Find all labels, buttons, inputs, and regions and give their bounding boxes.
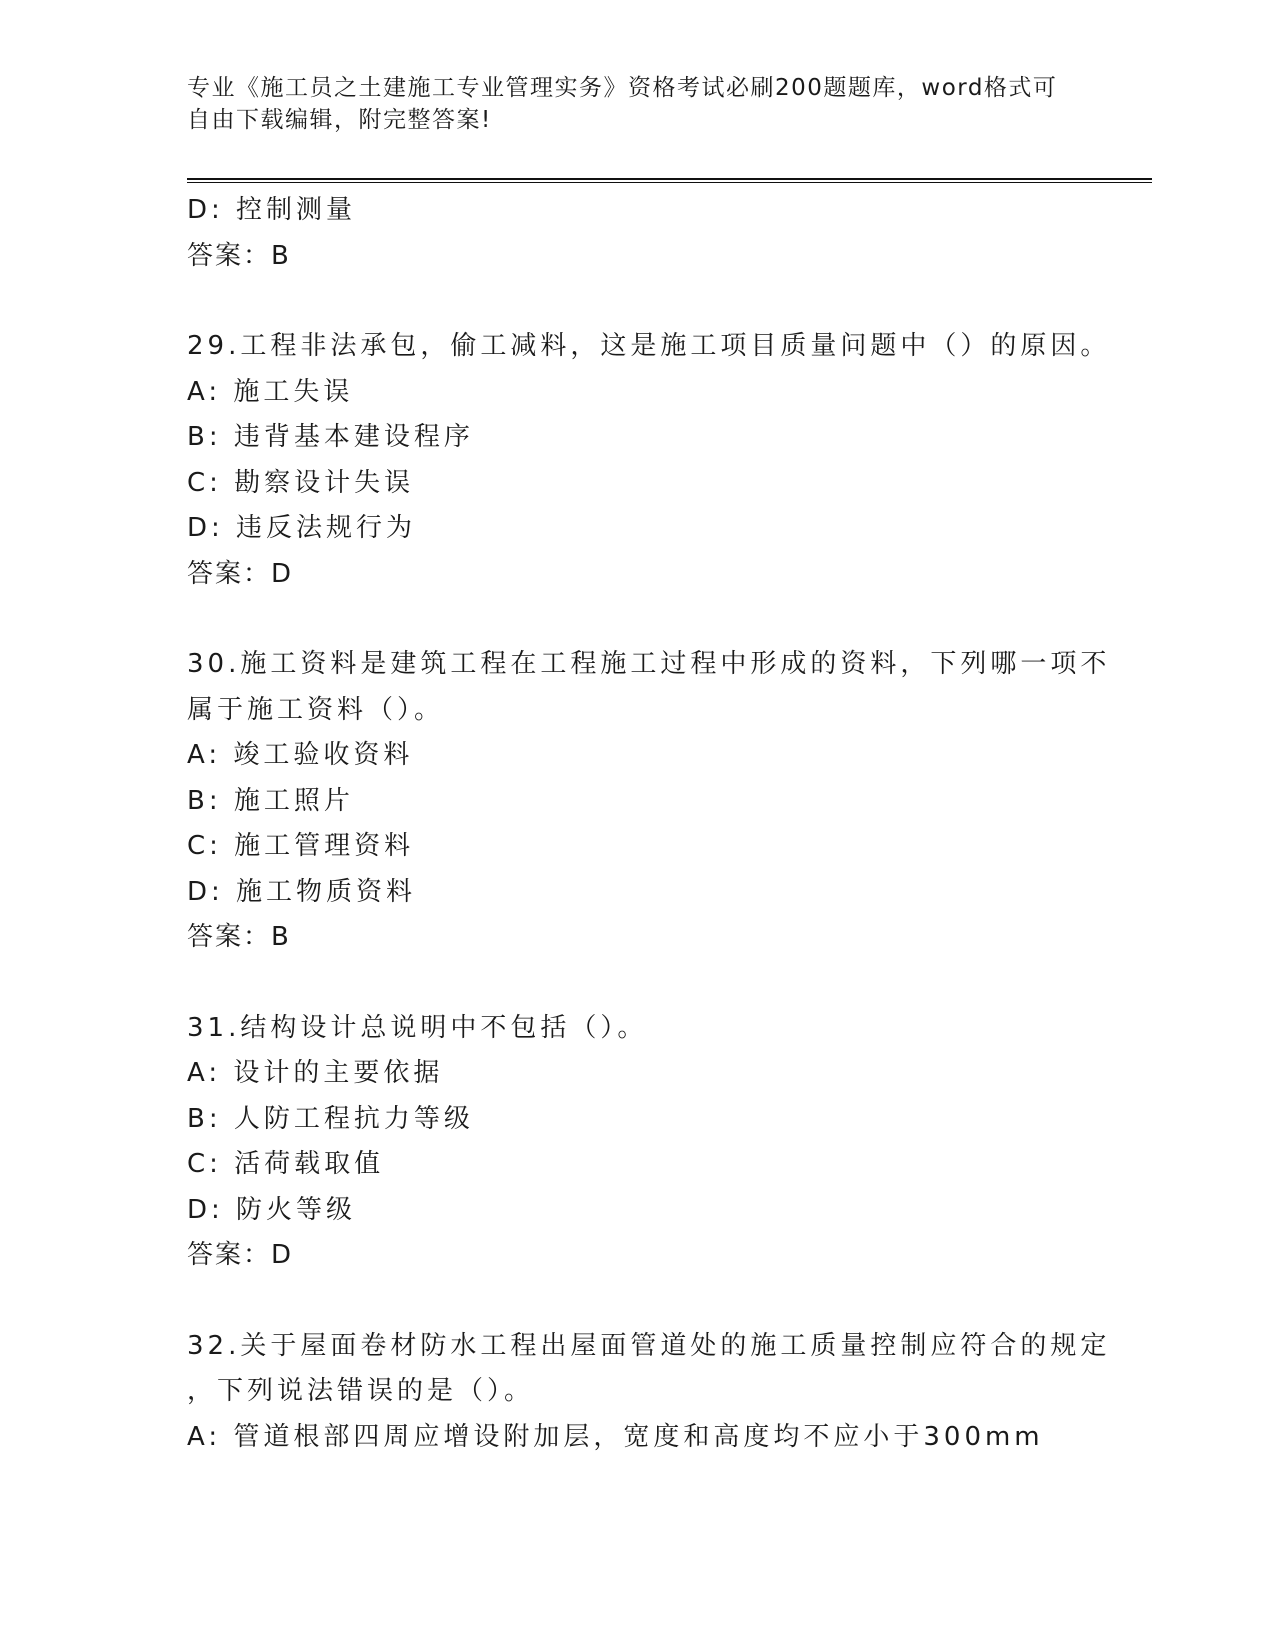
question-stem: 31.结构设计总说明中不包括（）。 [187, 1012, 648, 1043]
question-29 [187, 324, 1111, 597]
question-stem-continued: ，下列说法错误的是（）。 [187, 1376, 535, 1406]
answer-line: 答案：D [187, 1240, 294, 1270]
option-a: A: 施工失误 [187, 376, 354, 407]
header-divider [187, 178, 1152, 180]
question-stem: 29.工程非法承包，偷工减料，这是施工项目质量问题中（）的原因。 [187, 331, 1111, 361]
option-a: A: 管道根部四周应增设附加层，宽度和高度均不应小于300mm [187, 1421, 1044, 1452]
option-d: D: 防火等级 [187, 1194, 357, 1225]
answer-line: 答案：B [187, 922, 291, 952]
question-list [187, 188, 1111, 1460]
option-d: D: 施工物质资料 [187, 876, 417, 907]
spacer [187, 279, 1087, 324]
option-c: C: 施工管理资料 [187, 831, 415, 861]
answer-line: 答案：B [187, 240, 291, 271]
option-a: A: 竣工验收资料 [187, 740, 414, 770]
spacer [187, 961, 1087, 1006]
spacer [187, 597, 1087, 642]
spacer [187, 1279, 1087, 1324]
header-line-2: 自由下载编辑，附完整答案! [187, 107, 492, 133]
question-stem: 32.关于屋面卷材防水工程出屋面管道处的施工质量控制应符合的规定 [187, 1330, 1111, 1361]
question-stem-continued: 属于施工资料（）。 [187, 694, 445, 725]
question-32 [187, 1324, 1111, 1461]
option-c: C: 活荷载取值 [187, 1149, 385, 1179]
answer-line: 答案：D [187, 558, 294, 589]
question-30 [187, 642, 1111, 961]
option-c: C: 勘察设计失误 [187, 467, 415, 498]
option-b: B: 人防工程抗力等级 [187, 1103, 474, 1134]
option-b: B: 施工照片 [187, 785, 354, 816]
option-d: D: 违反法规行为 [187, 513, 417, 543]
document-header [187, 72, 1067, 136]
header-line-1: 专业《施工员之土建施工专业管理实务》资格考试必刷200题题库，word格式可 [187, 75, 1058, 101]
header-divider-thin [187, 182, 1152, 183]
option-b: B: 违背基本建设程序 [187, 422, 474, 452]
option-a: A: 设计的主要依据 [187, 1058, 444, 1088]
question-31 [187, 1006, 1087, 1279]
option-d: D: 控制测量 [187, 195, 357, 225]
question-stem: 30.施工资料是建筑工程在工程施工过程中形成的资料，下列哪一项不 [187, 649, 1111, 679]
